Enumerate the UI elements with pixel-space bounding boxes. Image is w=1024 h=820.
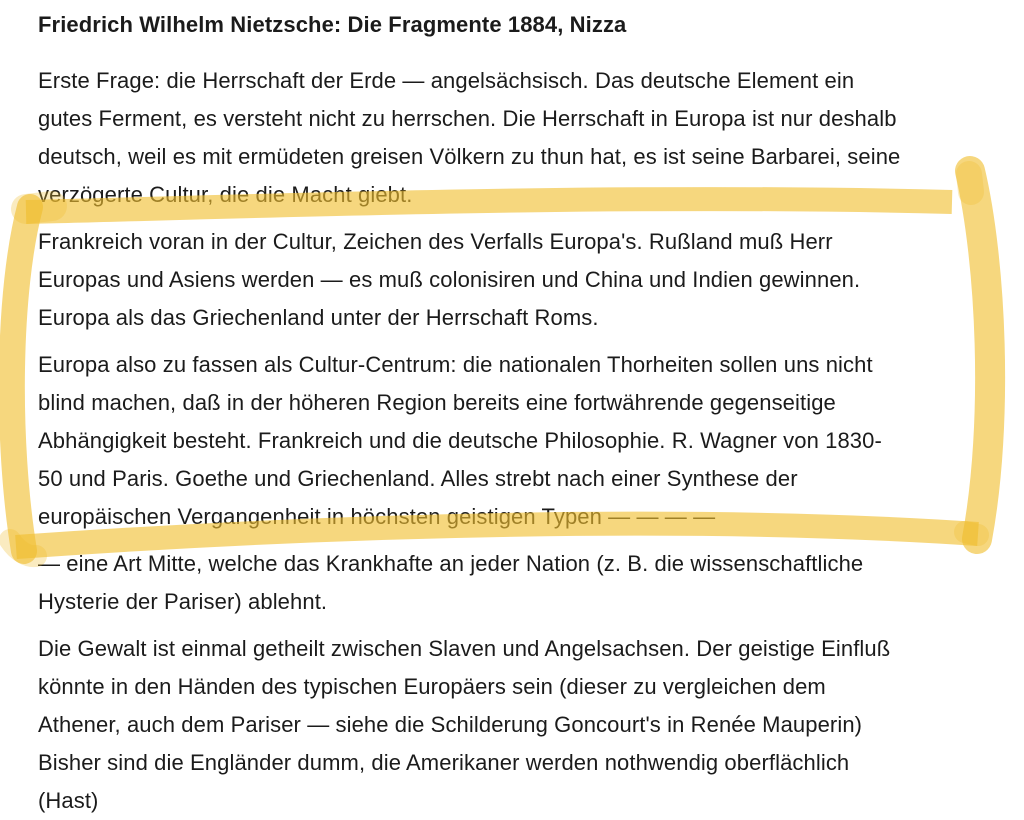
- text-line: verzögerte Cultur, die die Macht giebt.: [38, 182, 413, 207]
- highlighter-bottom-left-blob: [10, 540, 36, 556]
- text-line: Bisher sind die Engländer dumm, die Amerikaner werden nothwendig oberflächlich: [38, 750, 850, 775]
- text-line: Hysterie der Pariser) ablehnt.: [38, 589, 328, 614]
- highlighter-left-stroke: [12, 207, 30, 551]
- text-line: Athener, auch dem Pariser — siehe die Schilderung Goncourt's in Renée Mauperin): [38, 712, 863, 737]
- text-line: Europa als das Griechenland unter der Herrschaft Roms.: [38, 305, 599, 330]
- document-title: Friedrich Wilhelm Nietzsche: Die Fragmente 1884, Nizza: [38, 12, 627, 37]
- text-line: könnte in den Händen des typischen Europäers sein (dieser zu vergleichen dem: [38, 674, 826, 699]
- text-line: deutsch, weil es mit ermüdeten greisen Völkern zu thun hat, es ist seine Barbarei, seine: [38, 144, 901, 169]
- text-line: Abhängigkeit besteht. Frankreich und die deutsche Philosophie. R. Wagner von 1830-: [38, 428, 882, 453]
- text-line: Europa also zu fassen als Cultur-Centrum: die nationalen Thorheiten sollen uns nicht: [38, 352, 873, 377]
- paragraph: [38, 545, 994, 621]
- text-line: — eine Art Mitte, welche das Krankhafte an jeder Nation (z. B. die wissenschaftliche: [38, 551, 864, 576]
- text-line: Frankreich voran in der Cultur, Zeichen des Verfalls Europa's. Rußland muß Herr: [38, 229, 833, 254]
- text-line: blind machen, daß in der höheren Region bereits eine fortwährende gegenseitige: [38, 390, 836, 415]
- paragraph: [38, 630, 994, 820]
- text-line: Erste Frage: die Herrschaft der Erde — angelsächsisch. Das deutsche Element ein: [38, 68, 855, 93]
- text-line: 50 und Paris. Goethe und Griechenland. Alles strebt nach einer Synthese der: [38, 466, 798, 491]
- paragraph: [38, 346, 994, 536]
- text-line: (Hast): [38, 788, 99, 813]
- paragraph: [38, 223, 994, 337]
- text-line: gutes Ferment, es versteht nicht zu herrschen. Die Herrschaft in Europa ist nur deshalb: [38, 106, 897, 131]
- paragraph: [38, 62, 994, 214]
- document-body: [38, 62, 994, 820]
- text-line: europäischen Vergangenheit in höchsten geistigen Typen — — — —: [38, 504, 716, 529]
- text-line: Europas und Asiens werden — es muß colonisiren und China und Indien gewinnen.: [38, 267, 861, 292]
- text-line: Die Gewalt ist einmal getheilt zwischen Slaven und Angelsachsen. Der geistige Einfluß: [38, 636, 891, 661]
